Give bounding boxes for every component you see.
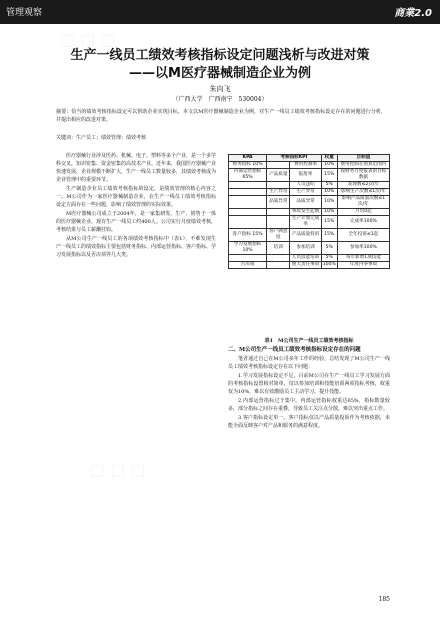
- right-column: [228, 344, 390, 431]
- paragraph: 笔者通过自己在M公司多年工作的经验，总结发现了M公司生产一线员工绩效考核指标设定存在以下问题：: [228, 356, 390, 370]
- table-cell: [229, 255, 267, 262]
- table-cell: 5%: [321, 182, 337, 189]
- table-cell: 事故发生起数: [291, 209, 320, 214]
- paragraph: 医疗器械行业涉及医药、机械、电子、塑料等多个产业，是一个多学科交叉、知识密集、资金密集的高技术产业。近年来，我国医疗器械产业快速发展，企业规模不断扩大，生产一线员工数量较多，其绩效考核成为企业管理中的重要环节。: [56, 153, 217, 183]
- table-cell: 年度内零事故: [337, 262, 389, 269]
- table-cell: 产品质量投诉: [290, 229, 321, 242]
- table-cell: 影响产品质量次数≤1次/年: [337, 196, 389, 209]
- table-cell: 品质异常: [267, 196, 290, 209]
- table-cell: 月均0起: [337, 209, 389, 216]
- table-cell: 参加率100%: [337, 242, 389, 255]
- paragraph: 3.客户指标设定单一。客户指标仅以产品质量投诉作为考核依据，未能全面反映客户对产品和服务的满意程度。: [228, 415, 390, 429]
- paragraph: M医疗器械公司成立于2004年，是一家集研发、生产、销售于一体的医疗器械企业，现有生产一线员工约400人。公司实行月度绩效考核，考核结果与员工薪酬挂钩。: [56, 211, 216, 233]
- table-row: [229, 216, 390, 229]
- page-number: 185: [378, 596, 390, 603]
- table-cell: 费用控制率: [290, 162, 321, 169]
- table-cell: 客户指标 15%: [229, 229, 267, 242]
- table-cell: 发现数≤2次/年: [337, 182, 389, 189]
- table-cell: [267, 216, 290, 229]
- table-row: [229, 209, 390, 216]
- table-cell: 人员技能培训: [291, 255, 320, 260]
- section-label: 管理观察: [6, 8, 43, 18]
- table-cell: [267, 182, 290, 189]
- table-row: [229, 229, 390, 242]
- table-cell: 5%: [321, 255, 337, 262]
- paragraph: 从M公司生产一线员工的各项绩效考核指标中（表1），不难发现生产一线员工的绩效指标主要包括财务指标、内部运营指标、客户指标、学习发展指标以及否决项等几大类。: [56, 236, 217, 258]
- table-row: [229, 242, 390, 255]
- table-cell: 10%: [321, 196, 337, 209]
- watermark: [90, 460, 146, 479]
- table-cell: [267, 255, 290, 262]
- keywords: 关键词：生产员工；绩效管理；绩效考核: [56, 135, 147, 141]
- section-heading: 二、M公司生产一线员工绩效考核指标设定存在的问题: [228, 347, 361, 353]
- table-header: KPA: [229, 155, 267, 162]
- table-cell: 品质异常: [290, 196, 321, 209]
- table-cell: 10%: [321, 189, 337, 196]
- table-cell: [267, 162, 290, 169]
- table-cell: 生产异常: [267, 189, 290, 196]
- paragraph: 2.内部运营指标过于集中。内部运营指标权重达65%，指标数量较多，部分指标之间存在重叠，导致员工关注点分散，难以突出重点工作。: [228, 398, 390, 412]
- table-header: 考核指标KPI: [267, 155, 322, 162]
- table-cell: [229, 209, 267, 216]
- affiliation: （广西大学 广西南宁 530004）: [172, 96, 268, 103]
- paragraph: 生产制造企业员工绩效考核指标的设定，是绩效管理的核心内容之一。M公司作为一家医疗器械制造企业，在生产一线员工绩效考核指标设定方面存在一些问题，影响了绩效管理的实际效果。: [56, 186, 216, 208]
- table-cell: [267, 209, 290, 216]
- table-cell: 15%: [321, 216, 337, 229]
- table-cell: 生产计划完成率: [291, 216, 320, 227]
- table-cell: [229, 189, 267, 196]
- abstract: 摘要：恰当的绩效考核指标设定可以帮助企业实现目标，本文以M医疗器械制造企业为例，对生产一线员工绩效考核指标设定存在的问题进行分析，并提出相应的改进对策。: [56, 109, 386, 123]
- table-cell: 培训: [267, 242, 290, 255]
- table-cell: 重大责任事故: [291, 262, 320, 267]
- table-cell: 客户满意度: [267, 229, 290, 242]
- table-cell: 影响生产次数≤1次/年: [337, 189, 389, 196]
- author: 朱向飞: [209, 85, 231, 93]
- table-cell: [229, 216, 267, 229]
- table-cell: [267, 262, 290, 269]
- table-cell: 费用控制在预算范围内: [337, 162, 389, 169]
- table-row: [229, 189, 390, 196]
- table-cell: 参加培训: [290, 242, 321, 255]
- table-cell: 完成率100%: [337, 216, 389, 229]
- article-subtitle: ——以M医疗器械制造企业为例: [129, 66, 311, 81]
- table-row: [229, 255, 390, 262]
- table-row: [229, 262, 390, 269]
- table-cell: 学习发展指标 10%: [229, 242, 267, 255]
- left-column: [56, 152, 216, 260]
- journal-logo: 商業2.0: [394, 8, 432, 19]
- table-cell: 内部运营指标 65%: [229, 169, 267, 182]
- paragraph: 1.学习发展指标设定不足。目前M公司在生产一线员工学习发展方面的考核指标设置相对简单，仅以参加培训和技能培训两项指标考核，权重仅为10%，难以有效激励员工主动学习、提升技能。: [228, 373, 390, 395]
- table-row: [229, 182, 390, 189]
- table-cell: 人员违纪: [290, 182, 321, 189]
- table-cell: 报废率: [290, 169, 321, 182]
- kpi-table: [228, 154, 390, 269]
- table-cell: 10%: [321, 162, 337, 169]
- page-header: [0, 0, 440, 24]
- table-row: [229, 162, 390, 169]
- table-cell: [229, 182, 267, 189]
- table-cell: 15%: [321, 169, 337, 182]
- table-caption: 表1 M公司生产一线员工绩效考核指标: [264, 338, 354, 344]
- table-cell: 每年新增1项技能: [337, 255, 389, 262]
- table-row: [229, 196, 390, 209]
- table-cell: 5%: [321, 242, 337, 255]
- table-cell: 10%: [321, 209, 337, 216]
- table-header: 权重: [321, 155, 337, 162]
- table-cell: [229, 196, 267, 209]
- table-cell: 否决项: [229, 262, 267, 269]
- table-cell: 财务指标 10%: [229, 162, 267, 169]
- table-cell: 按财务月度报表的目标数据: [337, 169, 389, 182]
- table-row: [229, 169, 390, 182]
- table-header: 目标值: [337, 155, 389, 162]
- table-cell: 生产异常: [290, 189, 321, 196]
- table-cell: 产品质量: [267, 169, 290, 182]
- table-cell: 全年投诉≤1起: [337, 229, 389, 242]
- table-cell: 100%: [322, 262, 336, 267]
- article-title: 生产一线员工绩效考核指标设定问题浅析与改进对策: [70, 48, 370, 63]
- table-cell: 15%: [321, 229, 337, 242]
